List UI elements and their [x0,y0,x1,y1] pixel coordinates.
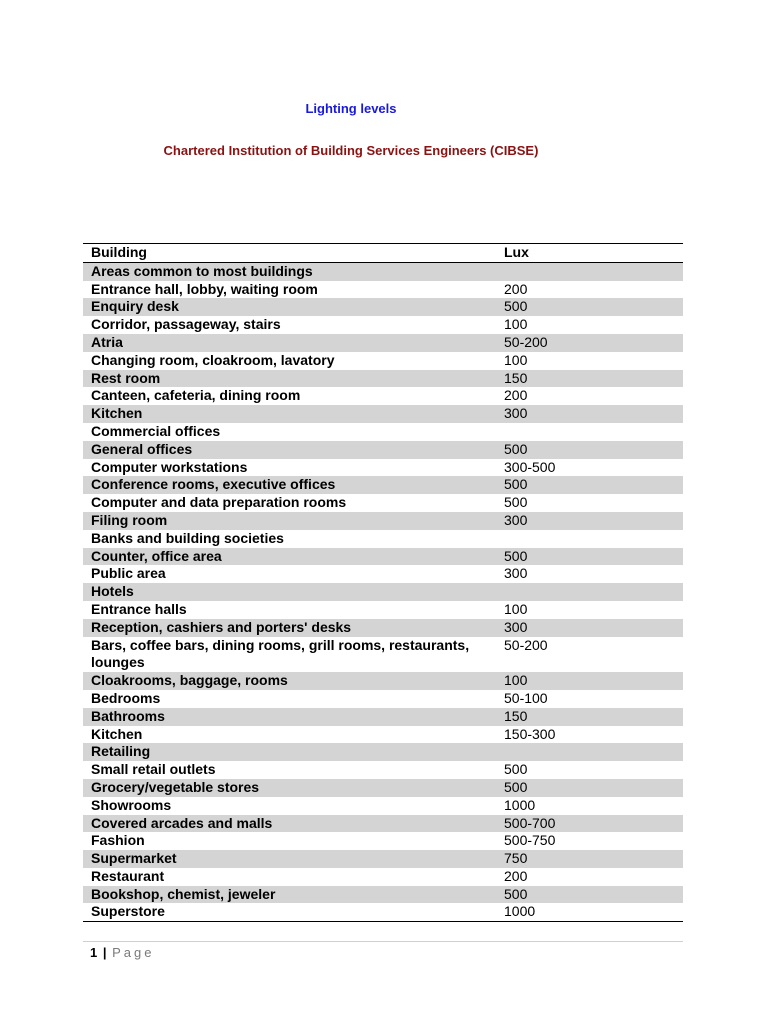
lighting-levels-table [83,243,683,922]
cell-lux [496,583,683,601]
cell-lux [496,530,683,548]
table-row [83,459,683,477]
cell-lux: 100 [504,316,528,333]
cell-building: Bookshop, chemist, jeweler [83,886,496,904]
table-row [83,476,683,494]
cell-building: Cloakrooms, baggage, rooms [83,672,496,690]
table-row [83,815,683,833]
table-row [83,548,683,566]
table-row [83,494,683,512]
cell-lux: 200 [504,387,528,404]
cell-lux: 300 [496,512,683,530]
table-row [83,832,683,850]
table-row [83,672,683,690]
table-row [83,619,683,637]
cell-building: Kitchen [91,725,143,742]
table-row [83,797,683,815]
table-row [83,637,683,673]
header-building: Building [83,244,496,263]
cell-lux: 100 [496,672,683,690]
cell-building: Entrance halls [91,600,187,617]
cell-building: Bedrooms [91,689,161,706]
cell-building: Counter, office area [83,548,496,566]
page-footer [90,945,155,960]
page-separator: | [102,945,107,960]
cell-lux: 500 [496,441,683,459]
cell-lux: 1000 [504,796,536,813]
table-row [83,512,683,530]
table-row [83,281,683,299]
cell-building: Showrooms [91,796,172,813]
cell-lux: 300 [504,565,528,582]
cell-building: Bars, coffee bars, dining rooms, grill rooms, restaurants, lounges [91,636,470,671]
table-row [83,726,683,744]
table-row [83,423,683,441]
table-row [83,316,683,334]
cell-building: Enquiry desk [83,298,496,316]
cell-lux: 300 [496,405,683,423]
table-row [83,370,683,388]
table-row [83,601,683,619]
cell-building: Kitchen [83,405,496,423]
table-row [83,530,683,548]
cell-lux: 150 [496,370,683,388]
table-row [83,262,683,280]
cell-lux: 500 [504,761,528,778]
table-row [83,850,683,868]
cell-lux: 500 [496,476,683,494]
cell-building: Corridor, passageway, stairs [91,316,281,333]
cell-building: Entrance hall, lobby, waiting room [91,280,318,297]
page-number: 1 [90,945,98,960]
cell-building: Areas common to most buildings [83,262,496,280]
cell-lux: 200 [504,280,528,297]
cell-lux: 150 [496,708,683,726]
table-row [83,441,683,459]
cell-building: Conference rooms, executive offices [83,476,496,494]
cell-lux [496,743,683,761]
footer-divider [83,941,683,942]
header-lux: Lux [496,244,683,263]
table-row [83,868,683,886]
cell-lux: 500 [496,298,683,316]
table-row [83,743,683,761]
cell-lux: 500 [496,548,683,566]
cell-building: Canteen, cafeteria, dining room [91,387,301,404]
table-row [83,903,683,921]
table-row [83,352,683,370]
cell-lux: 500 [504,494,528,511]
cell-lux: 50-200 [504,636,548,653]
table-row [83,886,683,904]
cell-lux: 500-750 [504,832,556,849]
cell-building: Restaurant [91,867,165,884]
cell-building: Bathrooms [83,708,496,726]
cell-lux: 200 [504,867,528,884]
cell-lux: 50-100 [504,689,548,706]
cell-lux: 1000 [504,903,536,920]
cell-lux: 50-200 [496,334,683,352]
cell-building: Retailing [83,743,496,761]
table-row [83,334,683,352]
cell-building: Superstore [91,903,165,920]
cell-building: Changing room, cloakroom, lavatory [91,351,335,368]
cell-building: Rest room [83,370,496,388]
cell-building: Small retail outlets [91,761,216,778]
cell-building: Grocery/vegetable stores [83,779,496,797]
cell-lux: 100 [504,351,528,368]
cell-building: Atria [83,334,496,352]
table-row [83,761,683,779]
cell-lux: 150-300 [504,725,556,742]
cell-building: Commercial offices [91,422,221,439]
cell-building: Fashion [91,832,145,849]
table-header-row [83,244,683,263]
cell-lux: 500 [496,779,683,797]
table-row [83,565,683,583]
table-row [83,583,683,601]
cell-building: General offices [83,441,496,459]
table-row [83,298,683,316]
page-label: Page [112,945,155,960]
table-row [83,690,683,708]
cell-lux: 100 [504,600,528,617]
document-subtitle: Chartered Institution of Building Services Engineers (CIBSE) [163,143,539,158]
cell-building: Filing room [83,512,496,530]
cell-lux: 300-500 [504,458,556,475]
cell-lux: 750 [496,850,683,868]
cell-lux: 500 [496,886,683,904]
table-row [83,779,683,797]
cell-building: Reception, cashiers and porters' desks [83,619,496,637]
cell-building: Supermarket [83,850,496,868]
cell-building: Public area [91,565,166,582]
cell-lux [496,423,683,441]
table-row [83,387,683,405]
table-row [83,708,683,726]
cell-building: Computer and data preparation rooms [91,494,347,511]
cell-building: Computer workstations [91,458,248,475]
cell-building: Hotels [83,583,496,601]
cell-lux: 500-700 [496,815,683,833]
table-row [83,405,683,423]
cell-building: Covered arcades and malls [83,815,496,833]
cell-lux [496,262,683,280]
cell-building: Banks and building societies [91,529,284,546]
document-title: Lighting levels [305,101,397,116]
table-body [83,244,683,922]
cell-lux: 300 [496,619,683,637]
